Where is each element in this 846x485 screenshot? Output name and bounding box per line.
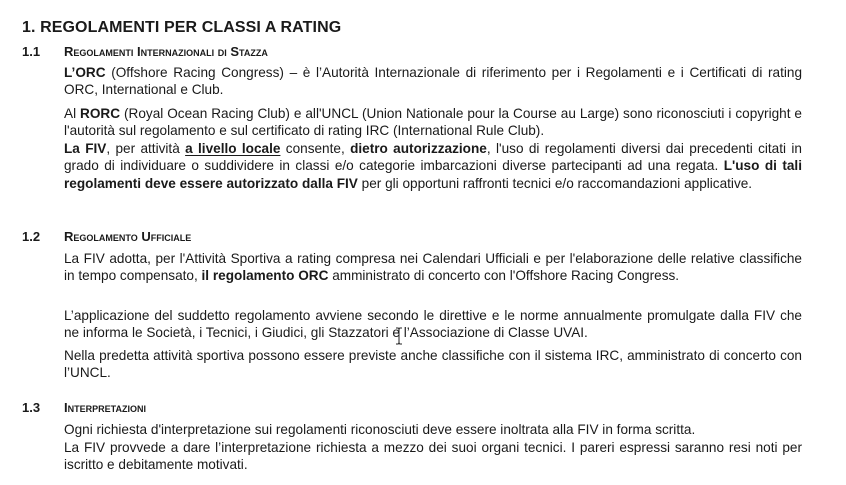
body-text: consente, — [280, 141, 351, 156]
document-heading: 1. REGOLAMENTI PER CLASSI A RATING — [22, 19, 342, 36]
bold-text: RORC — [80, 106, 121, 121]
section-title: Interpretazioni — [64, 400, 146, 415]
section-number: 1.1 — [22, 44, 41, 59]
body-text: , per attività — [106, 141, 186, 156]
bold-text: il regolamento ORC — [201, 268, 329, 284]
section-title: Regolamento Ufficiale — [64, 229, 192, 244]
body-text: , l'uso di regolamenti diversi dai precedenti citati in grado di individuare o suddividere in classi e/o categorie imbarcazioni diverse partecipanti ad una regata. — [64, 141, 802, 174]
section-number: 1.3 — [22, 400, 41, 415]
bold-text: dietro autorizzazione — [350, 141, 487, 156]
paragraph-rorc — [64, 105, 802, 140]
body-text: (Offshore Racing Congress) – è l’Autorità Internazionale di riferimento per i Regolamenti e i Certificati di rating ORC, International e Club. — [64, 65, 802, 98]
paragraph-interpretation: La FIV provvede a dare l’interpretazione richiesta a mezzo dei suoi organi tecnici. I pareri espressi saranno resi noti per iscritto e debitamente motivati. — [64, 440, 802, 473]
paragraph-orc — [64, 64, 802, 99]
body-text: amministrato di concerto con l'Offshore Racing Congress. — [328, 268, 680, 284]
bold-text: La FIV — [64, 141, 107, 156]
body-text: Al — [64, 106, 81, 121]
body-text: La FIV adotta, per l'Attività Sportiva a rating compresa nei Calendari Ufficiali e per l'elaborazione delle relative classifiche in tempo compensato, — [64, 251, 802, 284]
body-text: (Royal Ocean Racing Club) e all'UNCL (Union Nationale pour la Course au Large) sono riconosciuti i copyright e l'autorità sul regolamento e sul certificato di rating IRC (International Rule Club). — [64, 106, 802, 139]
paragraph-irc: Nella predetta attività sportiva possono essere previste anche classifiche con il sistema IRC, amministrato di concerto con l’UNCL. — [64, 348, 802, 381]
paragraph-request: Ogni richiesta d'interpretazione sui regolamenti riconosciuti deve essere inoltrata alla FIV in forma scritta. — [64, 422, 696, 437]
bold-text: L'uso di tali regolamenti deve essere autorizzato dalla FIV — [64, 158, 802, 191]
section-number: 1.2 — [22, 229, 41, 244]
paragraph-fiv-adopts — [64, 250, 802, 285]
body-text: per gli opportuni raffronti tecnici e/o raccomandazioni applicative. — [357, 175, 753, 191]
section-title: Regolamenti Internazionali di Stazza — [64, 44, 268, 59]
text-cursor-icon — [394, 327, 404, 345]
paragraph-application: L’applicazione del suddetto regolamento avviene secondo le direttive e le norme annualmente promulgate dalla FIV che ne informa le Società, i Tecnici, i Giudici, gli Stazzatori e l’Associazione di Classe UVAI. — [64, 308, 802, 341]
paragraph-fiv-local — [64, 140, 802, 192]
underlined-bold-text: a livello locale — [185, 141, 281, 156]
bold-text: L’ORC — [64, 65, 106, 80]
